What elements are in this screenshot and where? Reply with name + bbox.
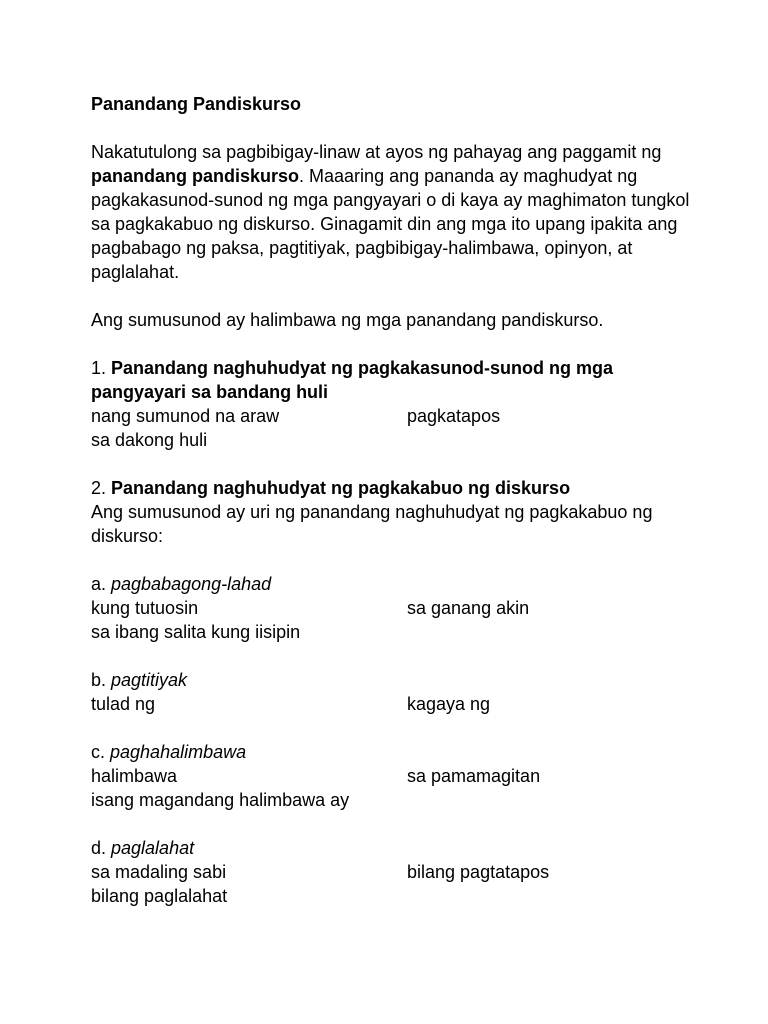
marker-item: sa madaling sabi — [91, 862, 227, 882]
marker-item: sa ganang akin — [407, 598, 530, 618]
subsection-c-name: paghahalimbawa — [110, 742, 247, 762]
marker-item: sa pamamagitan — [407, 766, 541, 786]
subsection-d-heading — [91, 836, 701, 860]
subsection-c-row — [91, 788, 701, 812]
subsection-a-name: pagbabagong-lahad — [111, 574, 272, 594]
intro-paragraph — [91, 140, 701, 284]
subsection-c-heading — [91, 740, 701, 764]
marker-item: nang sumunod na araw — [91, 406, 280, 426]
document-page — [91, 92, 701, 932]
marker-item: sa ibang salita kung iisipin — [91, 622, 301, 642]
subsection-d-name: paglalahat — [111, 838, 195, 858]
intro-text-start: Nakatutulong sa pagbibigay-linaw at ayos ng pahayag ang paggamit ng — [91, 142, 662, 162]
subsection-d — [91, 836, 701, 908]
subsection-c-row — [91, 764, 701, 788]
section-1-heading — [91, 356, 701, 404]
section-1-title: Panandang naghuhudyat ng pagkakasunod-sunod ng mga pangyayari sa bandang huli — [91, 358, 614, 402]
section-1-row — [91, 404, 701, 428]
marker-item: isang magandang halimbawa ay — [91, 790, 350, 810]
subsection-b — [91, 668, 701, 716]
lead-paragraph: Ang sumusunod ay halimbawa ng mga panandang pandiskurso. — [91, 310, 604, 330]
marker-item: bilang pagtatapos — [407, 862, 550, 882]
subsection-b-heading — [91, 668, 701, 692]
subsection-c — [91, 740, 701, 812]
marker-item: bilang paglalahat — [91, 886, 228, 906]
subsection-b-letter: b. — [91, 670, 112, 690]
subsection-a-row — [91, 596, 701, 620]
marker-item: pagkatapos — [407, 406, 501, 426]
section-1-number: 1. — [91, 358, 112, 378]
subsection-b-name: pagtitiyak — [111, 670, 188, 690]
subsection-a-row — [91, 620, 701, 644]
marker-item: kagaya ng — [407, 694, 491, 714]
marker-item: tulad ng — [91, 694, 156, 714]
subsection-d-row — [91, 884, 701, 908]
section-2-description: Ang sumusunod ay uri ng panandang naghuhudyat ng pagkakabuo ng diskurso: — [91, 502, 653, 546]
intro-text-end: . Maaaring ang pananda ay maghudyat ng pagkakasunod-sunod ng mga pangyayari o di kaya ay maghimaton tungkol sa pagkakabuo ng diskurso. Ginagamit din ang mga ito upang ipakita ang pagbabago ng paksa, pagtitiyak, pagbibigay-halimbawa, opinyon, at paglalahat. — [91, 166, 690, 282]
document-title: Panandang Pandiskurso — [91, 94, 302, 114]
section-1 — [91, 356, 701, 452]
subsection-a-letter: a. — [91, 574, 112, 594]
subsection-d-letter: d. — [91, 838, 112, 858]
subsection-b-row — [91, 692, 701, 716]
marker-item: halimbawa — [91, 766, 178, 786]
section-2-heading — [91, 476, 701, 500]
subsection-a-heading — [91, 572, 701, 596]
subsection-c-letter: c. — [91, 742, 111, 762]
section-1-row — [91, 428, 701, 452]
marker-item: sa dakong huli — [91, 430, 208, 450]
section-2-number: 2. — [91, 478, 112, 498]
subsection-a — [91, 572, 701, 644]
section-2 — [91, 476, 701, 548]
subsection-d-row — [91, 860, 701, 884]
section-2-title: Panandang naghuhudyat ng pagkakabuo ng diskurso — [111, 478, 571, 498]
marker-item: kung tutuosin — [91, 598, 199, 618]
intro-bold-term: panandang pandiskurso — [91, 166, 300, 186]
